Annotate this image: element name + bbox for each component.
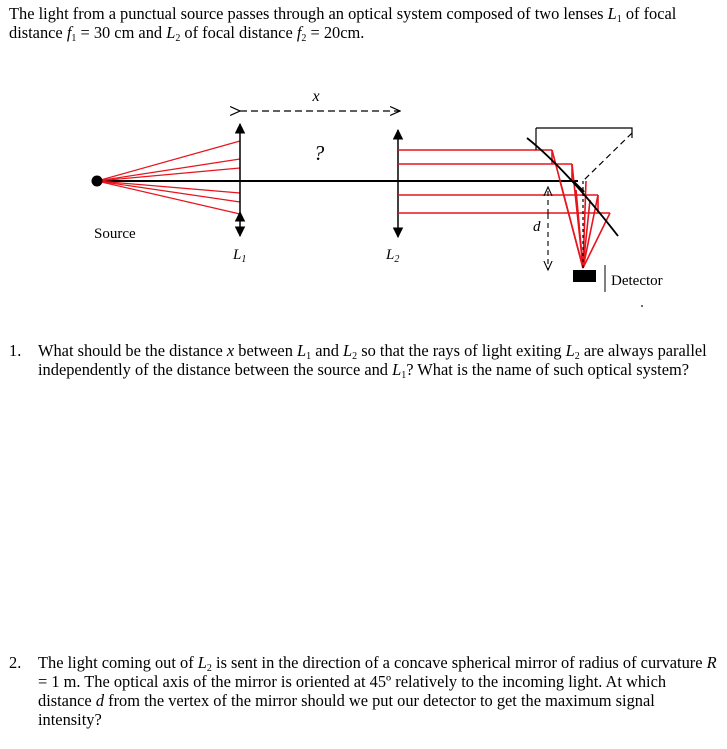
question-1-number: 1.: [9, 341, 22, 360]
question-2-number: 2.: [9, 653, 22, 672]
distance-x-label: x: [312, 88, 320, 105]
diverging-rays: [97, 141, 240, 214]
question-2-text: The light coming out of $L_2$ is sent in the direction of a concave spherical mirror of radius of curvature R = 1 m. The optical axis of the mirror is oriented at 45º relatively to the incoming light. At which distance d from the vertex of the mirror should we put our detector to get the maximum signal intensity?: [38, 653, 717, 729]
question-1-text: What should be the distance x between $L_1$ and $L_2$ so that the rays of light exiting $L_2$ are always parallel independently of the distance between the source and $L_1$? What is the name of such optical system?: [38, 341, 707, 381]
concave-mirror: [527, 138, 618, 236]
mirror-axis-guide: [536, 128, 632, 138]
problem-intro: The light from a punctual source passes through an optical system composed of two lenses $L_1$ of focal distance $f_1 = 30$ cm and $L_2$ of focal distance $f_2 = 20cm$.: [9, 4, 677, 44]
lens-l2-label: $L_2$: [386, 247, 400, 265]
lens-l1-label: $L_1$: [233, 247, 247, 265]
distance-d-label: d: [533, 219, 541, 235]
source-label: Source: [94, 226, 136, 242]
point-source: [92, 176, 103, 187]
detector: [573, 270, 596, 282]
unknown-distance-mark: ?: [313, 141, 325, 165]
parallel-rays: [398, 150, 610, 268]
detector-label: Detector: [611, 273, 663, 289]
